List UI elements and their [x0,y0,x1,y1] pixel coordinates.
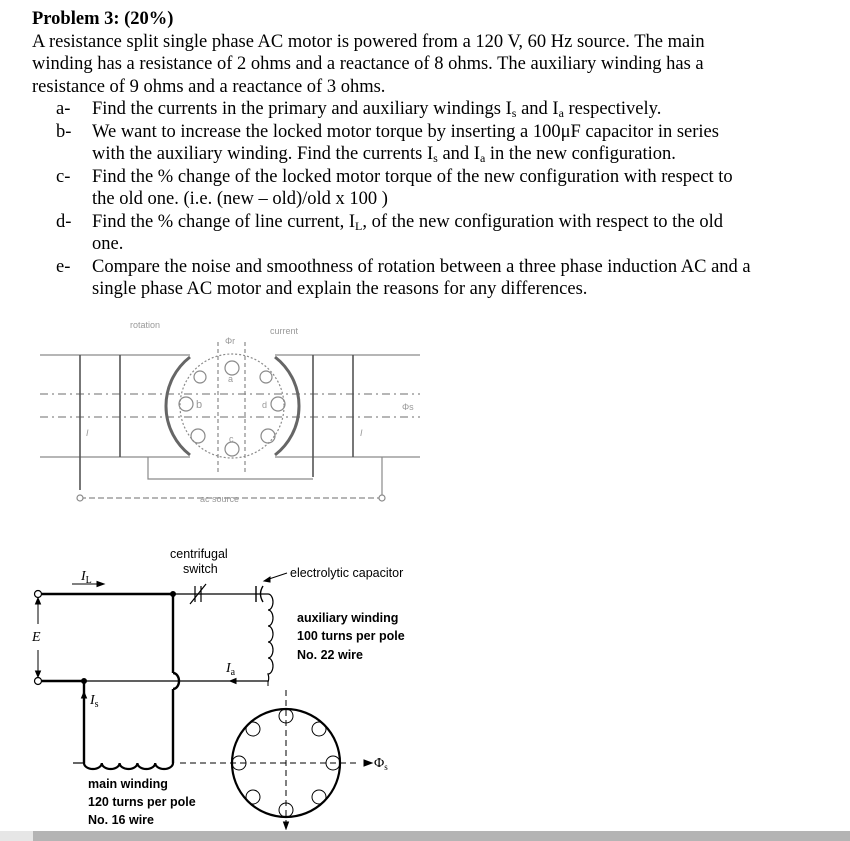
question-a [32,98,822,121]
question-text: Find the % change of line current, $I_L$, of the new configuration with respect to the old one. [92,211,724,254]
main-winding-label-3: No. 16 wire [88,813,154,827]
aux-winding-label-1: auxiliary winding [297,611,399,625]
flux-s-label: Φs [402,402,414,412]
slot-b-label: b [196,399,203,411]
aux-winding-label-2: 100 turns per pole [297,629,405,643]
question-text: Compare the noise and smoothness of rotation between a three phase induction AC and a single phase AC motor and explain the reasons for any differences. [92,256,751,299]
horizontal-scrollbar[interactable] [0,831,850,841]
problem-intro [32,31,822,99]
line-current-label: $I_L$ [81,569,92,586]
motor-cross-section-figure [30,312,450,512]
question-label: e- [56,256,71,277]
slot-a-label: a [228,374,234,384]
current-label: current [270,326,299,336]
aux-winding-label-3: No. 22 wire [297,648,363,662]
question-text: Find the % change of the locked motor torque of the new configuration with respect to the old one. (i.e. (new – old)/old x 100 ) [92,166,733,209]
slot-c-label: c [229,434,234,444]
question-label: d- [56,211,72,232]
centrifugal-switch-label-2: switch [183,562,218,576]
stator-flux-label: $\Phi_s$ [374,756,388,772]
rotation-label: rotation [130,320,161,330]
main-winding-label-1: main winding [88,777,168,791]
question-label: a- [56,99,71,119]
problem-title: Problem 3: (20%) [32,9,174,29]
intro-line-2: winding has a resistance of 2 ohms and a reactance of 8 ohms. The auxiliary winding has a [32,54,704,74]
main-winding-label-2: 120 turns per pole [88,795,196,809]
question-text: Find the currents in the primary and auxiliary windings $I_s$ and $I_a$ respectively. [92,99,662,120]
question-label: b- [56,121,72,142]
voltage-e-label: E [32,630,41,645]
main-current-label: $I_s$ [90,693,99,710]
intro-line-3: resistance of 9 ohms and a reactance of 3 ohms. [32,76,386,97]
intro-line-1: A resistance split single phase AC motor is powered from a 120 V, 60 Hz source. The main [32,31,705,52]
slot-d-label: d [262,400,268,410]
question-text: We want to increase the locked motor torque by inserting a 100μF capacitor in series with the auxiliary winding. Find the currents $I_s$ and $I_a$ in the new configuration. [92,121,719,165]
scrollbar-thumb[interactable] [33,831,850,841]
question-e [32,256,822,301]
centrifugal-switch-label-1: centrifugal [170,547,228,561]
capacitor-label: electrolytic capacitor [290,566,404,580]
left-current-label: I [86,428,89,438]
right-current-label: I [360,428,363,438]
question-label: c- [56,166,71,187]
flux-r-label: Φr [225,336,236,346]
capacitor-start-circuit-figure [30,540,450,830]
aux-current-label: $I_a$ [226,661,236,678]
ac-source-label: ac source [200,494,240,504]
question-b [32,121,822,166]
question-d [32,211,822,256]
problem-document [32,8,822,301]
question-c [32,166,822,211]
